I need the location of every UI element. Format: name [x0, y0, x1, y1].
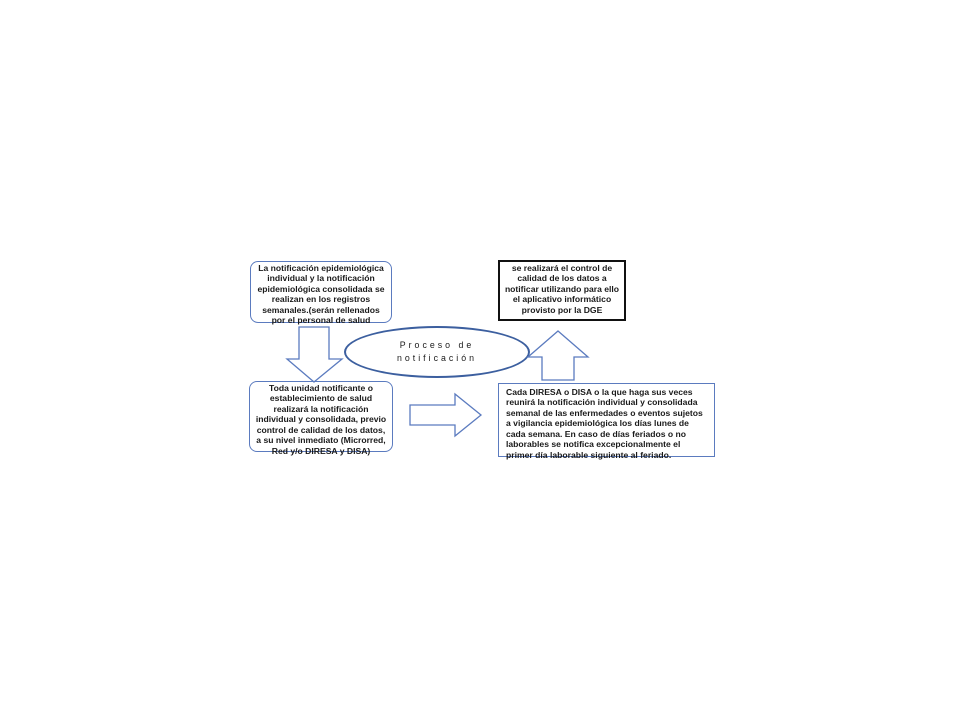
step-diresa-disa-text: Cada DIRESA o DISA o la que haga sus veces reunirá la notificación individual y consolidada semanal de las enfermedades o eventos sujetos a vigilancia epidemiológica los días lunes de cada semana. En caso de días feriados o no laborables se notifica excepcionalmente el primer día laborable siguiente al feriado. — [506, 387, 703, 460]
step-unidad-notificante-text: Toda unidad notificante o establecimiento de salud realizará la notificación individual y consolidada, previo control de calidad de los datos, a su nivel inmediato (Microrred, Red y/o DIRESA y DISA) — [255, 383, 387, 456]
process-ellipse — [344, 326, 530, 378]
step-control-calidad-box — [498, 260, 626, 321]
arrow-right-icon — [409, 393, 484, 439]
step-control-calidad-text: se realizará el control de calidad de los datos a notificar utilizando para ello el aplicativo informático provisto por la DGE — [504, 263, 620, 315]
process-label: Proceso de notificación — [396, 340, 477, 363]
arrow-up-icon — [526, 330, 592, 382]
step-registro-semanal-box — [250, 261, 392, 326]
step-diresa-disa-box — [498, 383, 715, 460]
arrow-down-icon — [286, 326, 356, 384]
step-registro-semanal-text: La notificación epidemiológica individual y la notificación epidemiológica consolidada se realizan en los registros semanales.(serán rellenados por el personal de salud — [257, 263, 385, 326]
step-unidad-notificante-box — [249, 381, 393, 456]
